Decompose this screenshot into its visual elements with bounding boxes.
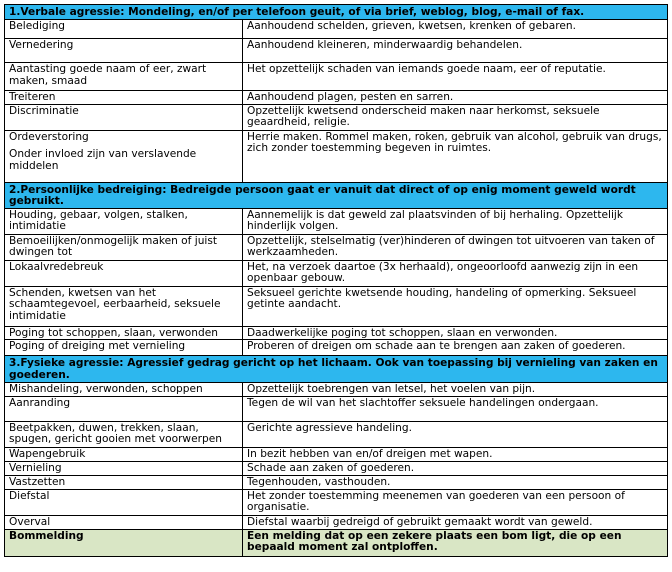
definition-cell: Herrie maken. Rommel maken, roken, gebruik van alcohol, gebruik van drugs, zich zonder toestemming begeven in ruimtes. [243, 130, 668, 182]
definition-cell: Het zonder toestemming meenemen van goederen van een persoon of organisatie. [243, 489, 668, 515]
term-cell: Mishandeling, verwonden, schoppen [5, 383, 243, 397]
term-cell: Houding, gebaar, volgen, stalken, intimidatie [5, 208, 243, 234]
aggression-table [4, 4, 668, 557]
term-cell: Wapengebruik [5, 447, 243, 461]
table-row [5, 421, 668, 447]
term-cell: Lokaalvredebreuk [5, 260, 243, 286]
table-row [5, 63, 668, 91]
table-row [5, 383, 668, 397]
table-row [5, 396, 668, 421]
definition-cell: In bezit hebben van en/of dreigen met wapen. [243, 447, 668, 461]
definition-cell: Tegenhouden, vasthouden. [243, 475, 668, 489]
term-cell: Poging tot schoppen, slaan, verwonden [5, 326, 243, 340]
table-row [5, 326, 668, 340]
table-row [5, 461, 668, 475]
term-cell: Vernedering [5, 39, 243, 63]
table-row [5, 515, 668, 529]
table-row [5, 475, 668, 489]
definition-cell: Aanhoudend plagen, pesten en sarren. [243, 91, 668, 105]
section-header-threat [5, 182, 668, 208]
section-header-physical [5, 356, 668, 383]
term-cell [5, 130, 243, 182]
term-cell: Bommelding [5, 529, 243, 556]
definition-cell: Gerichte agressieve handeling. [243, 421, 668, 447]
table-row [5, 489, 668, 515]
definition-cell: Proberen of dreigen om schade aan te brengen aan zaken of goederen. [243, 340, 668, 356]
definition-cell: Het, na verzoek daartoe (3x herhaald), ongeoorloofd aanwezig zijn in een openbaar gebouw. [243, 260, 668, 286]
section-title: 2.Persoonlijke bedreiging: Bedreigde persoon gaat er vanuit dat direct of op enig moment geweld wordt gebruikt. [5, 182, 668, 208]
definition-cell: Aannemelijk is dat geweld zal plaatsvinden of bij herhaling. Opzettelijk hinderlijk volgen. [243, 208, 668, 234]
term-text-secondary: Onder invloed zijn van verslavende middelen [9, 148, 197, 172]
definition-cell: Opzettelijk, stelselmatig (ver)hinderen of dwingen tot uitvoeren van taken of werkzaamheden. [243, 234, 668, 260]
definition-cell: Diefstal waarbij gedreigd of gebruikt gemaakt wordt van geweld. [243, 515, 668, 529]
term-cell: Discriminatie [5, 104, 243, 130]
term-cell: Belediging [5, 20, 243, 39]
definition-cell: Tegen de wil van het slachtoffer seksuele handelingen ondergaan. [243, 396, 668, 421]
definition-cell: Opzettelijk toebrengen van letsel, het voelen van pijn. [243, 383, 668, 397]
table-row [5, 130, 668, 182]
definition-cell: Daadwerkelijke poging tot schoppen, slaan en verwonden. [243, 326, 668, 340]
table-row [5, 208, 668, 234]
term-cell: Aantasting goede naam of eer, zwart maken, smaad [5, 63, 243, 91]
table-row [5, 286, 668, 326]
table-row [5, 447, 668, 461]
term-cell: Diefstal [5, 489, 243, 515]
term-cell: Aanranding [5, 396, 243, 421]
section-title: 1.Verbale agressie: Mondeling, en/of per telefoon geuit, of via brief, weblog, blog, e-mail of fax. [5, 5, 668, 20]
section-title: 3.Fysieke agressie: Agressief gedrag gericht op het lichaam. Ook van toepassing bij vernieling van zaken en goederen. [5, 356, 668, 383]
definition-cell: Opzettelijk kwetsend onderscheid maken naar herkomst, seksuele geaardheid, religie. [243, 104, 668, 130]
term-cell: Poging of dreiging met vernieling [5, 340, 243, 356]
table-row-bommelding [5, 529, 668, 556]
table-row [5, 340, 668, 356]
table-row [5, 104, 668, 130]
term-cell: Vastzetten [5, 475, 243, 489]
definition-cell: Schade aan zaken of goederen. [243, 461, 668, 475]
term-text: Ordeverstoring [9, 130, 89, 143]
table-row [5, 20, 668, 39]
table-row [5, 39, 668, 63]
table-row [5, 234, 668, 260]
definition-cell: Een melding dat op een zekere plaats een bom ligt, die op een bepaald moment zal ontploffen. [243, 529, 668, 556]
definition-cell: Het opzettelijk schaden van iemands goede naam, eer of reputatie. [243, 63, 668, 91]
table-row [5, 91, 668, 105]
definition-cell: Aanhoudend schelden, grieven, kwetsen, krenken of gebaren. [243, 20, 668, 39]
term-cell: Treiteren [5, 91, 243, 105]
section-header-verbal [5, 5, 668, 20]
term-cell: Schenden, kwetsen van het schaamtegevoel, eerbaarheid, seksuele intimidatie [5, 286, 243, 326]
table-row [5, 260, 668, 286]
definition-cell: Aanhoudend kleineren, minderwaardig behandelen. [243, 39, 668, 63]
term-cell: Beetpakken, duwen, trekken, slaan, spugen, gericht gooien met voorwerpen [5, 421, 243, 447]
term-cell: Overval [5, 515, 243, 529]
term-cell: Bemoeilijken/onmogelijk maken of juist dwingen tot [5, 234, 243, 260]
definition-cell: Seksueel gerichte kwetsende houding, handeling of opmerking. Seksueel getinte aandacht. [243, 286, 668, 326]
term-cell: Vernieling [5, 461, 243, 475]
